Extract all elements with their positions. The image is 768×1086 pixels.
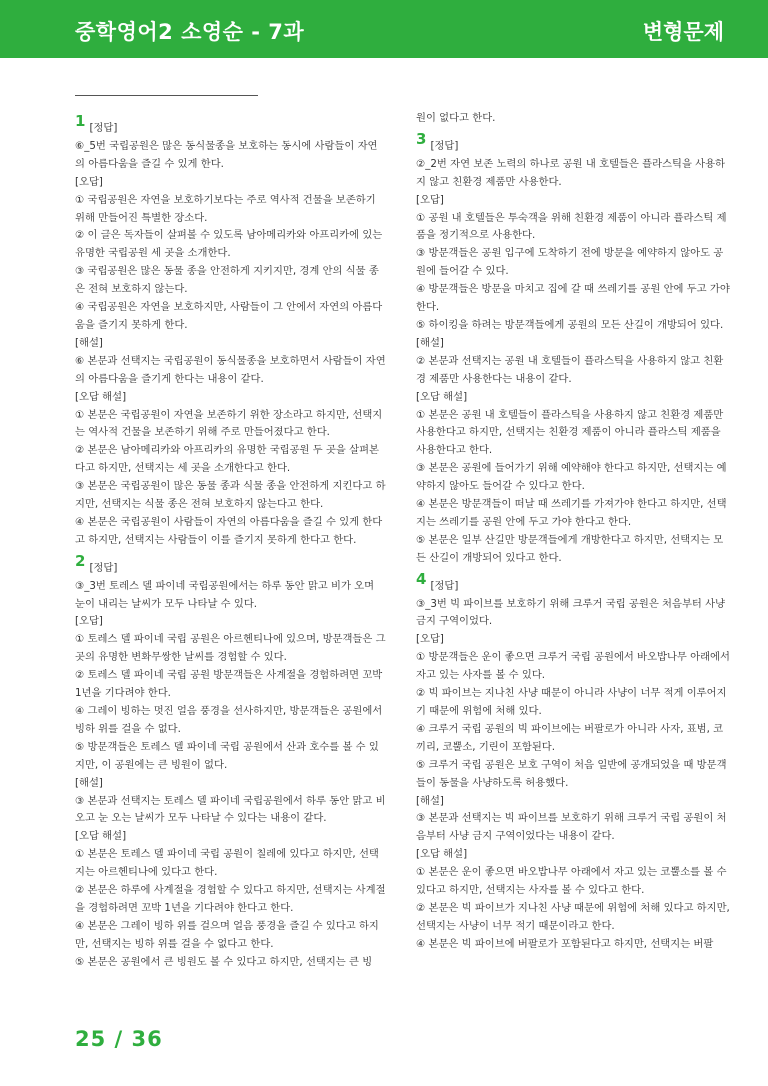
text-line: [오답] [75, 175, 103, 188]
text-line: ⑤ 하이킹을 하려는 방문객들에게 공원의 모든 산길이 개방되어 있다. [416, 318, 724, 331]
text-line: [오답] [75, 615, 103, 628]
text-line: [해설] [416, 794, 444, 807]
text-line: ③_3번 토레스 델 파이네 국립공원에서는 하루 동안 맑고 비가 오며 눈이 내리는 날씨가 모두 나타날 수 있다. [75, 579, 375, 610]
divider-rule [75, 95, 258, 96]
question-number: 2 [75, 551, 86, 570]
question-heading [416, 570, 730, 596]
text-line: ⑤ 본문은 일부 산길만 방문객들에게 개방한다고 하지만, 선택지는 모든 산길이 개방되어 있다고 한다. [416, 533, 724, 564]
text-line: ① 본문은 토레스 델 파이네 국립 공원이 칠레에 있다고 하지만, 선택지는 아르헨티나에 있다고 한다. [75, 848, 379, 879]
page-number: 25 / 36 [75, 1027, 163, 1051]
text-line: [해설] [75, 776, 103, 789]
text-line: ① 공원 내 호텔들은 투숙객을 위해 친환경 제품이 아니라 플라스틱 제품을 정기적으로 사용한다. [416, 211, 727, 242]
text-line: ② 빅 파이브는 지나친 사냥 때문이 아니라 사냥이 너무 적게 이루어지기 때문에 위험에 처해 있다. [416, 687, 727, 717]
text-line: ④ 크루거 국립 공원의 빅 파이브에는 버팔로가 아니라 사자, 표범, 코끼리, 코뿔소, 기린이 포함된다. [416, 722, 724, 753]
text-line: ③_3번 빅 파이브를 보호하기 위해 크루거 국립 공원은 처음부터 사냥 금지 구역이었다. [416, 597, 726, 628]
text-line: [오답] [416, 193, 444, 206]
text-line: ② 본문은 하루에 사계절을 경험할 수 있다고 하지만, 선택지는 사계절을 경험하려면 꼬박 1년을 기다려야 한다고 한다. [75, 884, 386, 914]
text-line: ⑤ 방문객들은 토레스 델 파이네 국립 공원에서 산과 호수를 볼 수 있지만, 이 공원에는 큰 빙원이 없다. [75, 740, 379, 771]
text-line: ④ 방문객들은 방문을 마치고 집에 갈 때 쓰레기를 공원 안에 두고 가야 한다. [416, 283, 730, 314]
text-line: ② 본문과 선택지는 공원 내 호텔들이 플라스틱을 사용하지 않고 친환경 제품만 사용한다는 내용이 같다. [416, 354, 724, 385]
text-line: ① 본문은 운이 좋으면 바오밥나무 아래에서 자고 있는 코뿔소를 볼 수 있다고 하지만, 선택지는 사자를 볼 수 있다고 한다. [416, 866, 727, 897]
right-column [416, 110, 730, 954]
text-line: [오답 해설] [75, 390, 127, 403]
question-number: 4 [416, 569, 427, 588]
text-line: ① 국립공원은 자연을 보호하기보다는 주로 역사적 건물을 보존하기 위해 만들어진 특별한 장소다. [75, 193, 376, 224]
text-line: ⑥_5번 국립공원은 많은 동식물종을 보호하는 동시에 사람들이 자연의 아름다움을 즐길 수 있게 한다. [75, 139, 378, 170]
text-line: [오답 해설] [416, 390, 468, 403]
text-line: ④ 국립공원은 자연을 보호하지만, 사람들이 그 안에서 자연의 아름다움을 즐기지 못하게 한다. [75, 301, 383, 331]
text-line: ③ 본문은 국립공원이 많은 동물 종과 식물 종을 안전하게 지킨다고 하지만, 선택지는 식물 종은 전혀 보호하지 않는다고 한다. [75, 480, 386, 511]
text-line: ③ 본문은 공원에 들어가기 위해 예약해야 한다고 하지만, 선택지는 예약하지 않아도 들어갈 수 있다고 한다. [416, 462, 727, 493]
text-line: ⑤ 본문은 공원에서 큰 빙원도 볼 수 있다고 하지만, 선택지는 큰 빙 [75, 955, 373, 968]
answer-label: [정답] [89, 122, 118, 134]
text-line: ④ 본문은 국립공원이 사람들이 자연의 아름다움을 즐길 수 있게 한다고 하지만, 선택지는 사람들이 이를 즐기지 못하게 한다고 한다. [75, 515, 383, 546]
answer-label: [정답] [89, 561, 118, 574]
question-heading [416, 130, 730, 156]
text-line: 원이 없다고 한다. [416, 112, 496, 124]
text-line: ④ 그레이 빙하는 멋진 얼음 풍경을 선사하지만, 방문객들은 공원에서 빙하 위를 걸을 수 없다. [75, 705, 383, 735]
text-line: [오답] [416, 633, 444, 646]
answer-label: [정답] [430, 139, 459, 152]
text-line: ④ 본문은 빅 파이브에 버팔로가 포함된다고 하지만, 선택지는 버팔 [416, 937, 714, 950]
left-column [75, 110, 387, 972]
text-line: [해설] [416, 336, 444, 349]
text-line: ① 본문은 공원 내 호텔들이 플라스틱을 사용하지 않고 친환경 제품만 사용한다고 하지만, 선택지는 친환경 제품이 아니라 플라스틱 제품을 사용한다고 한다. [416, 408, 724, 457]
text-line: ④ 본문은 방문객들이 떠날 때 쓰레기를 가져가야 한다고 하지만, 선택지는 쓰레기를 공원 안에 두고 가야 한다고 한다. [416, 498, 727, 528]
question-number: 1 [75, 112, 86, 130]
section-label: 변형문제 [642, 20, 724, 44]
text-line: ① 토레스 델 파이네 국립 공원은 아르헨티나에 있으며, 방문객들은 그곳의 유명한 변화무쌍한 날씨를 경험할 수 있다. [75, 633, 386, 664]
text-line: ② 본문은 빅 파이브가 지나친 사냥 때문에 위험에 처해 있다고 하지만, 선택지는 사냥이 너무 적기 때문이라고 한다. [416, 901, 730, 932]
question-heading [75, 112, 387, 138]
text-line: ④ 본문은 그레이 빙하 위를 걸으며 얼음 풍경을 즐길 수 있다고 하지만, 선택지는 빙하 위를 걸을 수 없다고 한다. [75, 919, 379, 950]
text-line: ② 토레스 델 파이네 국립 공원 방문객들은 사계절을 경험하려면 꼬박 1년을 기다려야 한다. [75, 669, 383, 700]
text-line: ③ 본문과 선택지는 빅 파이브를 보호하기 위해 크루거 국립 공원이 처음부터 사냥 금지 구역이었다는 내용이 같다. [416, 812, 727, 843]
text-line: ③ 국립공원은 많은 동물 종을 안전하게 지키지만, 경계 안의 식물 종은 전혀 보호하지 않는다. [75, 265, 379, 296]
text-line: ⑥ 본문과 선택지는 국립공원이 동식물종을 보호하면서 사람들이 자연의 아름다움을 즐기게 한다는 내용이 같다. [75, 354, 386, 385]
text-line: [오답 해설] [416, 848, 468, 861]
text-line: ⑤ 크루거 국립 공원은 보호 구역이 처음 일반에 공개되었을 때 방문객들이 동물을 사냥하도록 허용했다. [416, 758, 727, 789]
text-line: ③ 본문과 선택지는 토레스 델 파이네 국립공원에서 하루 동안 맑고 비 오고 눈 오는 날씨가 모두 나타날 수 있다는 내용이 같다. [75, 794, 386, 825]
text-line: ② 이 글은 독자들이 살펴볼 수 있도록 남아메리카와 아프리카에 있는 유명한 국립공원 세 곳을 소개한다. [75, 229, 383, 260]
document-title: 중학영어2 소영순 - 7과 [75, 20, 305, 44]
answer-label: [정답] [430, 579, 459, 592]
text-line: ① 본문은 국립공원이 자연을 보존하기 위한 장소라고 하지만, 선택지는 역사적 건물을 보존하기 위해 주로 만들어졌다고 한다. [75, 408, 383, 439]
text-line: ② 본문은 남아메리카와 아프리카의 유명한 국립공원 두 곳을 살펴본다고 하지만, 선택지는 세 곳을 소개한다고 한다. [75, 444, 379, 475]
text-line: ① 방문객들은 운이 좋으면 크루거 국립 공원에서 바오밥나무 아래에서 자고 있는 사자를 볼 수 있다. [416, 651, 730, 682]
page-header [0, 0, 768, 58]
text-line: [해설] [75, 336, 103, 349]
text-line: ③ 방문객들은 공원 입구에 도착하기 전에 방문을 예약하지 않아도 공원에 들어갈 수 있다. [416, 247, 724, 278]
text-line: [오답 해설] [75, 830, 127, 843]
question-number: 3 [416, 129, 427, 148]
question-heading [75, 552, 387, 578]
text-line: ②_2번 자연 보존 노력의 하나로 공원 내 호텔들은 플라스틱을 사용하지 않고 친환경 제품만 사용한다. [416, 157, 726, 188]
